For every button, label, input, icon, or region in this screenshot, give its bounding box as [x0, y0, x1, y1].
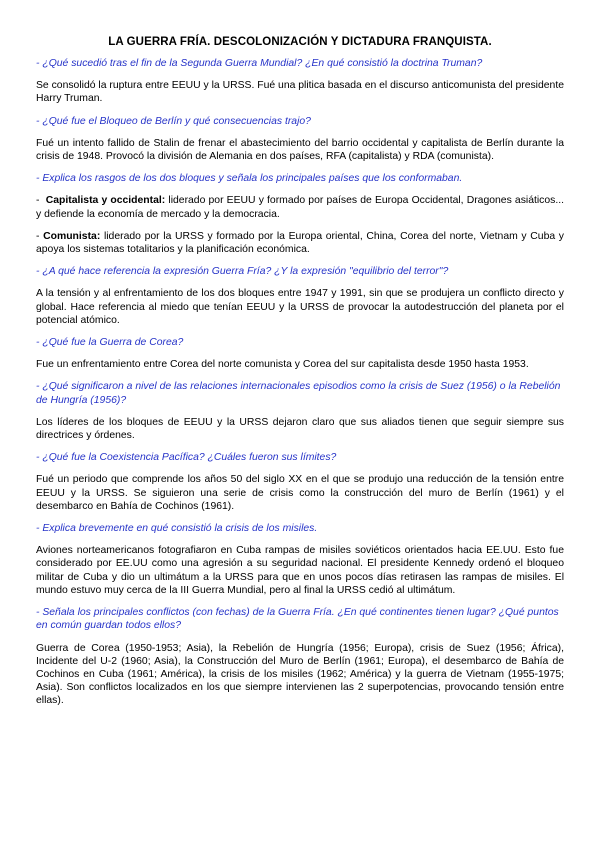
bloque-comunista-label: Comunista: — [43, 230, 101, 242]
answer-bloque-capitalista — [36, 194, 564, 220]
answer-truman: Se consolidó la ruptura entre EEUU y la URSS. Fué una plitica basada en el discurso anticomunista del presidente Harry Truman. — [36, 80, 564, 105]
bullet-prefix: - — [36, 230, 44, 242]
section-bloqueo-berlin — [36, 115, 564, 164]
bloque-capitalista-text: liderado por EEUU y formado por países de Europa Occidental, Dragones asiáticos... y defiende la economía de mercado y la democracia. — [36, 195, 565, 220]
document-title: LA GUERRA FRÍA. DESCOLONIZACIÓN Y DICTADURA FRANQUISTA. — [108, 36, 492, 48]
bloque-comunista-text: liderado por la URSS y formado por la Europa oriental, China, Corea del norte, Vietnam y Cuba y apoya los sistemas totalitarios y la planificación económica. — [36, 230, 564, 256]
answer-conflictos: Guerra de Corea (1950-1953; Asia), la Rebelión de Hungría (1956; Europa), crisis de Suez (1956; África), Incidente del U-2 (1960; Asia), la Construcción del Muro de Berlín (1961; Europa), el desembarco de Bahía de Cochinos en Cuba (1961; América), la crisis de los misiles (1962; América) y la guerra de Vietnam (1955-1975; Asia). Son conflictos localizados en los que siempre intervienen las 2 superpotencias, provocando tensión entre ellas). — [36, 642, 564, 707]
section-guerra-corea — [36, 336, 564, 371]
section-conflictos — [36, 606, 564, 707]
answer-crisis-misiles: Aviones norteamericanos fotografiaron en Cuba rampas de misiles soviéticos orientados hacia EE.UU. Esto fue considerado por EE.UU como una agresión a su seguridad nacional. El presidente Kennedy ordenó el bloqueo militar de Cuba y dio un ultimátum a la URSS para que en unos pocos días retirasen las rampas de misiles. El mundo estuvo muy cerca de la III Guerra Mundial, pero al final la URSS cedió al ultimátum. — [36, 545, 564, 596]
answer-coexistencia: Fué un periodo que comprende los años 50 del siglo XX en el que se produjo una reducción de la tensión entre EEUU y la URSS. Se siguieron una serie de crisis como la construcción del muro de Berlín (1961) y el desembarco en Bahía de Cochinos (1961). — [36, 474, 564, 512]
section-guerra-fria — [36, 265, 564, 327]
question-guerra-corea: - ¿Qué fue la Guerra de Corea? — [36, 337, 184, 349]
answer-guerra-fria: A la tensión y al enfrentamiento de los dos bloques entre 1947 y 1991, sin que se produjera un conflicto directo y global. Hace referencia al miedo que tenían EEUU y la URSS de provocar la autodestrucción del planeta por el potencial atómico. — [36, 288, 564, 326]
question-guerra-fria: - ¿A qué hace referencia la expresión Guerra Fría? ¿Y la expresión "equilibrio del terror"? — [36, 266, 449, 278]
question-bloques: - Explica los rasgos de los dos bloques y señala los principales países que los conformaban. — [36, 173, 463, 185]
question-coexistencia: - ¿Qué fue la Coexistencia Pacífica? ¿Cuáles fueron sus límites? — [36, 452, 337, 464]
section-truman — [36, 57, 564, 106]
question-truman: - ¿Qué sucedió tras el fin de la Segunda Guerra Mundial? ¿En qué consistió la doctrina Truman? — [36, 58, 483, 69]
bloque-capitalista-label: Capitalista y occidental: — [45, 195, 166, 207]
answer-bloque-comunista — [36, 230, 564, 256]
answer-guerra-corea: Fue un enfrentamiento entre Corea del norte comunista y Corea del sur capitalista desde 1950 hasta 1953. — [36, 359, 529, 371]
section-bloques — [36, 172, 564, 256]
section-coexistencia — [36, 451, 564, 513]
question-crisis-misiles: - Explica brevemente en qué consistió la crisis de los misiles. — [36, 523, 318, 535]
question-bloqueo-berlin: - ¿Qué fue el Bloqueo de Berlín y qué consecuencias trajo? — [36, 115, 311, 127]
section-suez-hungria — [36, 380, 564, 442]
answer-bloqueo-berlin: Fué un intento fallido de Stalin de frenar el abastecimiento del barrio occidental y capitalista de Berlín durante la crisis de 1948. Provocó la división de Alemania en dos países, RFA (capitalista) y RDA (comunista). — [36, 137, 564, 163]
question-conflictos: - Señala los principales conflictos (con fechas) de la Guerra Fría. ¿En qué continentes tienen lugar? ¿Qué puntos en común guardan todos ellos? — [36, 607, 559, 632]
document-page — [36, 36, 564, 717]
section-crisis-misiles — [36, 522, 564, 597]
question-suez-hungria: - ¿Qué significaron a nivel de las relaciones internacionales episodios como la crisis de Suez (1956) o la Rebelión de Hungría (1956)? — [36, 381, 561, 406]
answer-suez-hungria: Los líderes de los bloques de EEUU y la URSS dejaron claro que sus aliados tienen que seguir siempre sus directrices y órdenes. — [36, 416, 564, 442]
bullet-prefix: - — [36, 195, 46, 207]
